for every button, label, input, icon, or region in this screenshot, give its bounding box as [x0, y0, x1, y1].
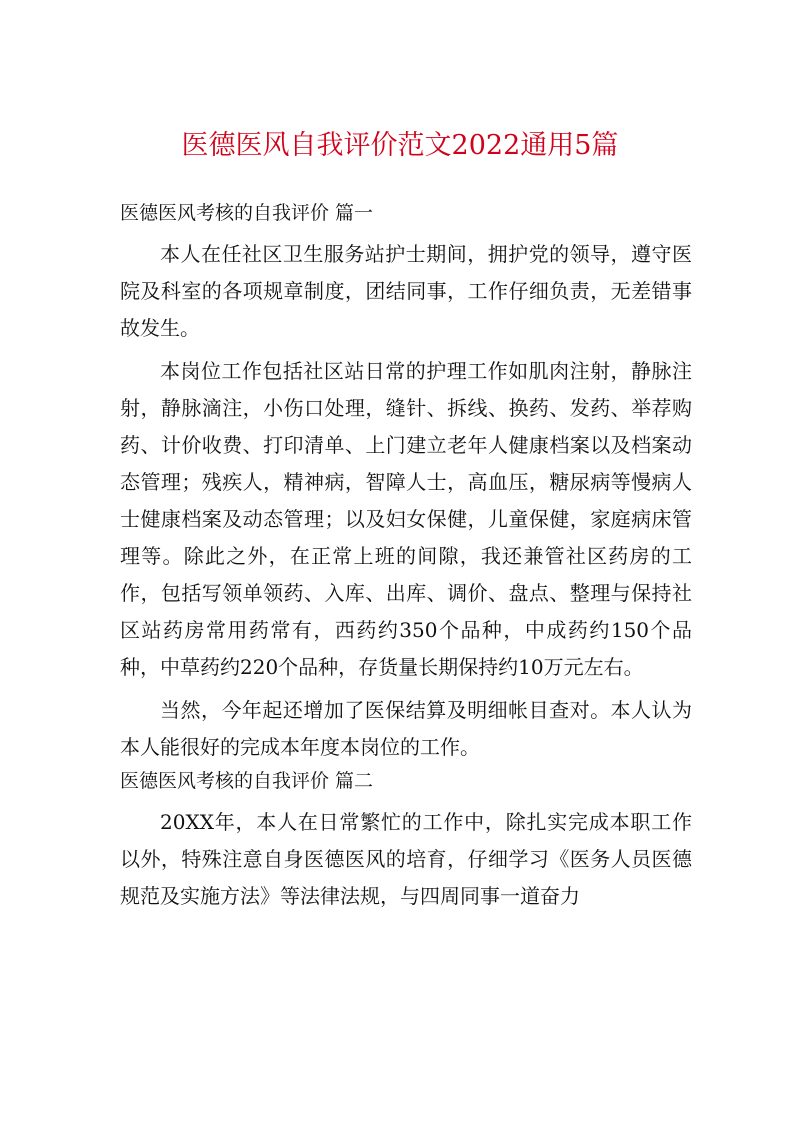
document-body — [120, 200, 692, 921]
section-heading-2: 医德医风考核的自我评价 篇二 — [120, 770, 374, 792]
document-title: 医德医风自我评价范文2022通用5篇 — [181, 130, 619, 161]
paragraph: 当然，今年起还增加了医保结算及明细帐目查对。本人认为本人能很好的完成本年度本岗位的工作。 — [120, 698, 692, 759]
paragraph: 本岗位工作包括社区站日常的护理工作如肌肉注射，静脉注射，静脉滴注，小伤口处理，缝针、拆线、换药、发药、举荐购药、计价收费、打印清单、上门建立老年人健康档案以及档案动态管理；残疾人，精神病，智障人士，高血压，糖尿病等慢病人士健康档案及动态管理；以及妇女保健，儿童保健，家庭病床管理等。除此之外，在正常上班的间隙，我还兼管社区药房的工作，包括写领单领药、入库、出库、调价、盘点、整理与保持社区站药房常用药常有，西药约350个品种，中成药约150个品种，中草药约220个品种，存货量长期保持约10万元左右。 — [120, 359, 692, 679]
paragraph: 20XX年，本人在日常繁忙的工作中，除扎实完成本职工作以外，特殊注意自身医德医风的培育，仔细学习《医务人员医德规范及实施方法》等法律法规，与四周同事一道奋力 — [120, 810, 692, 908]
paragraph: 本人在任社区卫生服务站护士期间，拥护党的领导，遵守医院及科室的各项规章制度，团结同事，工作仔细负责，无差错事故发生。 — [120, 242, 692, 340]
section-heading-1: 医德医风考核的自我评价 篇一 — [120, 202, 374, 224]
